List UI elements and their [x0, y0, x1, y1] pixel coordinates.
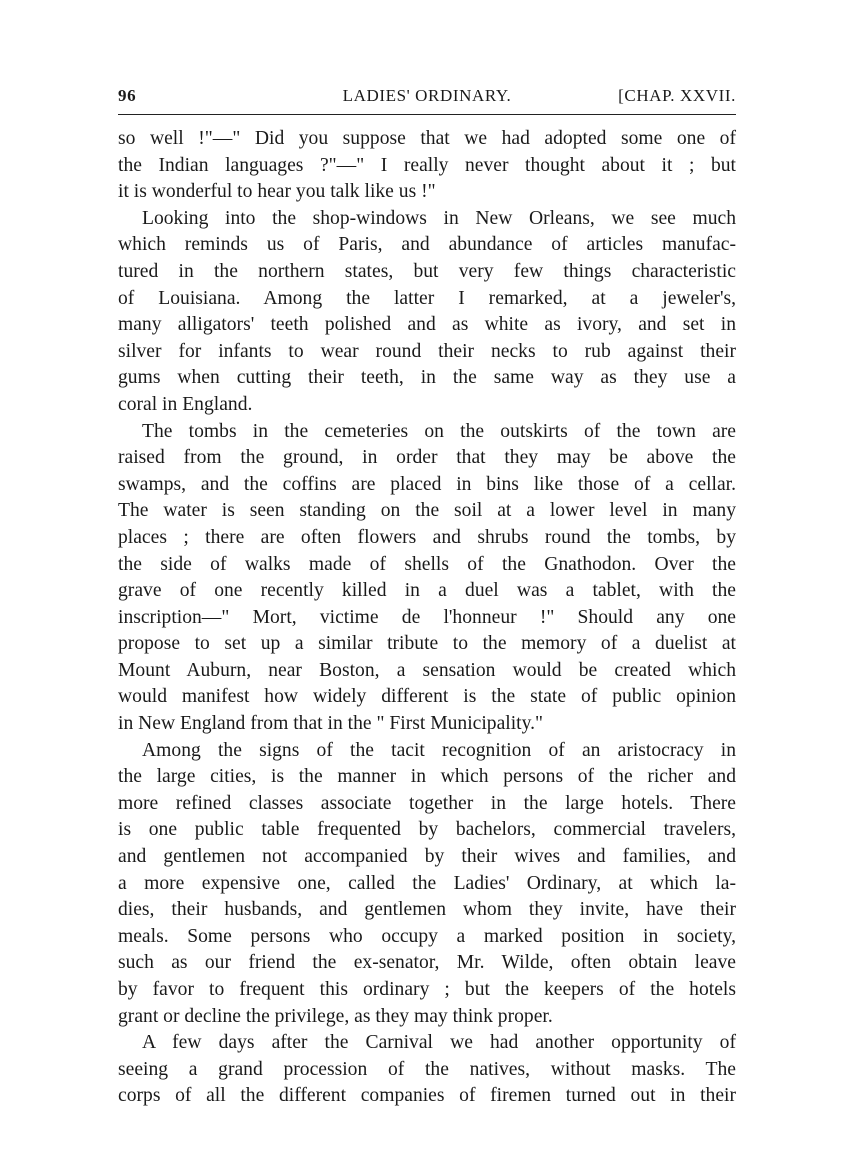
text-line: of Louisiana. Among the latter I remarked, at a jeweler's, [118, 287, 736, 309]
text-line: raised from the ground, in order that they may be above the [118, 447, 736, 469]
text-line: seeing a grand procession of the natives, without masks. The [118, 1058, 736, 1080]
text-line: the large cities, is the manner in which persons of the richer and [118, 766, 736, 788]
text-line: dies, their husbands, and gentlemen whom they invite, have their [118, 899, 736, 921]
running-header [118, 86, 736, 114]
text-line: Mount Auburn, near Boston, a sensation would be created which [118, 659, 736, 681]
text-line: propose to set up a similar tribute to the memory of a duelist at [118, 633, 736, 655]
text-line: corps of all the different companies of firemen turned out in their [118, 1085, 736, 1107]
paragraph [118, 126, 736, 206]
text-line: gums when cutting their teeth, in the same way as they use a [118, 367, 736, 389]
text-line: silver for infants to wear round their necks to rub against their [118, 340, 736, 362]
text-line: meals. Some persons who occupy a marked position in society, [118, 925, 736, 947]
text-line: in New England from that in the " First Municipality." [118, 713, 544, 735]
text-line: which reminds us of Paris, and abundance of articles manufac- [118, 234, 736, 256]
paragraph [118, 419, 736, 738]
paragraph [118, 1030, 736, 1110]
text-line: places ; there are often flowers and shrubs round the tombs, by [118, 526, 736, 548]
text-line: tured in the northern states, but very few things characteristic [118, 260, 736, 282]
text-line: and gentlemen not accompanied by their wives and families, and [118, 846, 736, 868]
text-line: more refined classes associate together in the large hotels. There [118, 792, 736, 814]
text-line: the side of walks made of shells of the Gnathodon. Over the [118, 553, 736, 575]
body-text [118, 126, 736, 1110]
text-line: grant or decline the privilege, as they may think proper. [118, 1005, 553, 1027]
text-line: by favor to frequent this ordinary ; but the keepers of the hotels [118, 979, 736, 1000]
running-title: LADIES' ORDINARY. [342, 86, 512, 105]
text-line: many alligators' teeth polished and as white as ivory, and set in [118, 314, 736, 336]
paragraph [118, 738, 736, 1031]
text-line: swamps, and the coffins are placed in bins like those of a cellar. [118, 473, 736, 495]
page-number: 96 [118, 86, 137, 105]
text-line: Among the signs of the tacit recognition of an aristocracy in [142, 739, 736, 761]
text-line: such as our friend the ex-senator, Mr. Wilde, often obtain leave [118, 952, 736, 974]
text-line: the Indian languages ?"—" I really never thought about it ; but [118, 154, 736, 176]
paragraph [118, 206, 736, 419]
text-line: a more expensive one, called the Ladies' Ordinary, at which la- [118, 872, 736, 894]
text-line: The water is seen standing on the soil at a lower level in many [118, 500, 736, 522]
chapter-label: [CHAP. XXVII. [618, 86, 736, 105]
text-line: The tombs in the cemeteries on the outskirts of the town are [142, 420, 736, 442]
text-line: so well !"—" Did you suppose that we had adopted some one of [118, 128, 736, 149]
text-line: inscription—" Mort, victime de l'honneur !" Should any one [118, 606, 736, 628]
text-line: would manifest how widely different is the state of public opinion [118, 686, 736, 708]
text-line: grave of one recently killed in a duel was a tablet, with the [118, 580, 736, 602]
text-line: is one public table frequented by bachelors, commercial travelers, [118, 819, 736, 841]
text-line: Looking into the shop-windows in New Orleans, we see much [142, 207, 736, 229]
text-line: coral in England. [118, 393, 253, 415]
text-line: A few days after the Carnival we had another opportunity of [142, 1032, 736, 1054]
text-line: it is wonderful to hear you talk like us !" [118, 181, 436, 203]
header-rule [118, 114, 736, 115]
